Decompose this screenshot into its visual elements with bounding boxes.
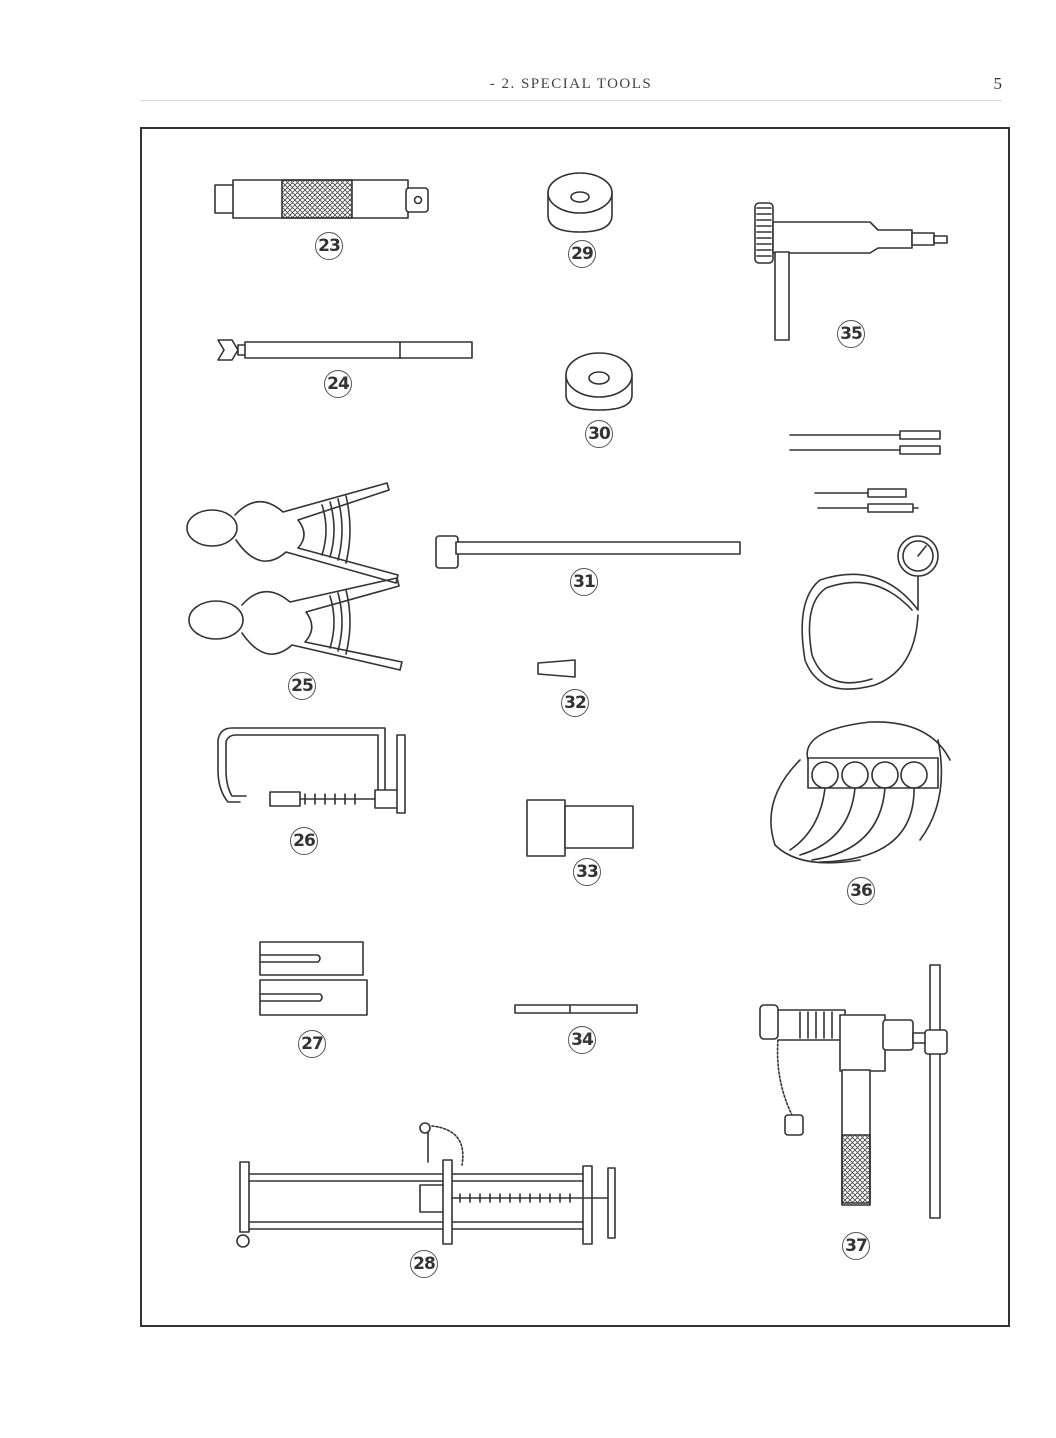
callout-31: 31: [570, 568, 598, 596]
puller-assembly-icon: [760, 965, 947, 1218]
callout-33: 33: [573, 858, 601, 886]
callout-24: 24: [324, 370, 352, 398]
callout-36: 36: [847, 877, 875, 905]
valve-spring-compressor-icon: [218, 728, 405, 813]
callout-32: 32: [561, 689, 589, 717]
callout-35: 35: [837, 320, 865, 348]
pressure-gauge-set-icon: [771, 431, 950, 863]
spring-pliers-icon: [187, 483, 402, 670]
t-handle-shaft-icon: [218, 340, 472, 360]
sleeve-installer-icon: [527, 800, 633, 856]
collar-icon-30: [566, 353, 632, 410]
callout-27: 27: [298, 1030, 326, 1058]
callout-34: 34: [568, 1026, 596, 1054]
drift-rod-icon: [436, 536, 740, 568]
knurled-handle-tool-icon: [215, 180, 428, 218]
callout-37: 37: [842, 1232, 870, 1260]
callout-23: 23: [315, 232, 343, 260]
thin-shaft-icon: [515, 1005, 637, 1013]
section-title: - 2. SPECIAL TOOLS: [489, 76, 653, 92]
callout-29: 29: [568, 240, 596, 268]
frame-puller-icon: [237, 1123, 615, 1247]
callout-30: 30: [585, 420, 613, 448]
callout-28: 28: [410, 1250, 438, 1278]
slotted-plates-icon: [260, 942, 367, 1015]
tapered-guide-icon: [538, 660, 575, 677]
collar-icon-29: [548, 173, 612, 232]
page-number: 5: [993, 74, 1002, 93]
callout-25: 25: [288, 672, 316, 700]
callout-26: 26: [290, 827, 318, 855]
